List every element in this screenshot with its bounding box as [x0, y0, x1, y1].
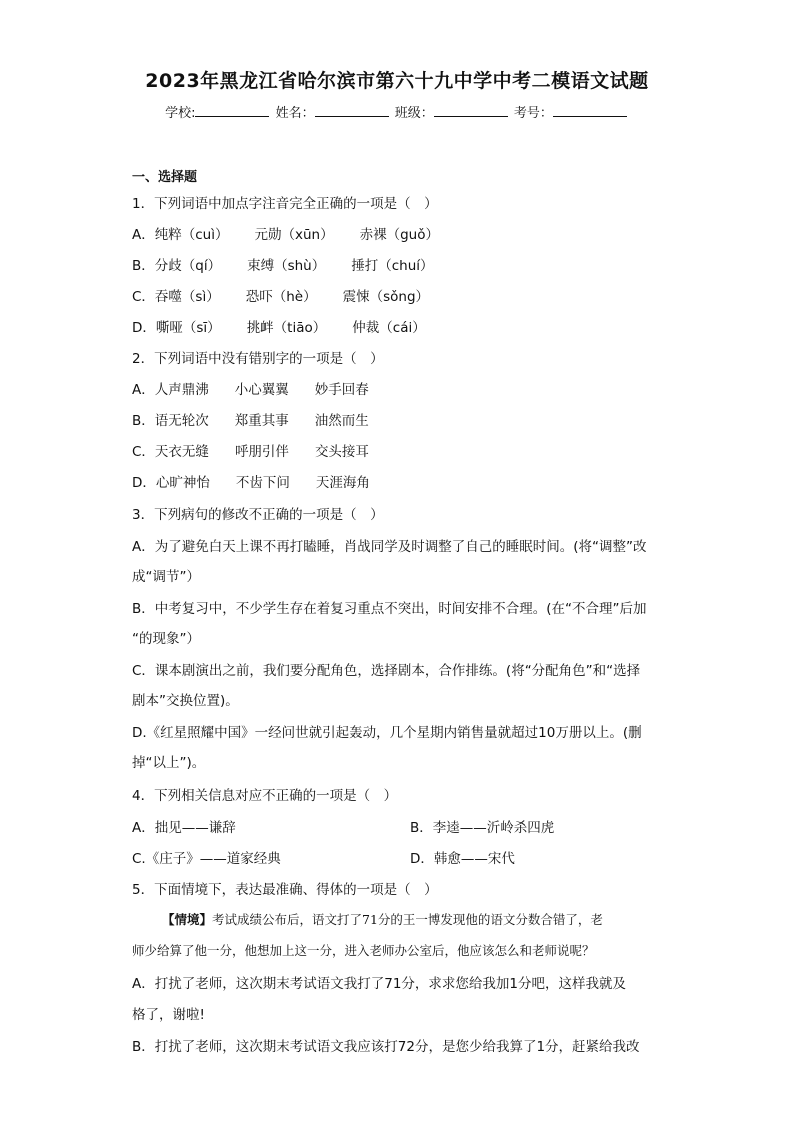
question-1-stem: 1．下列词语中加点字注音完全正确的一项是（ ）: [132, 196, 438, 212]
question-1-option-b: B．分歧（qí） 束缚（shù） 捶打（chuí）: [132, 258, 434, 274]
name-field[interactable]: [315, 104, 389, 117]
question-3-option-a-line-2: 成“调节”）: [132, 569, 200, 585]
name-label: 姓名：: [275, 106, 315, 121]
question-3-option-b-line-1: B．中考复习中，不少学生存在着复习重点不突出，时间安排不合理。(在“不合理”后加: [132, 601, 647, 617]
question-5-option-a-line-1: A．打扰了老师，这次期末考试语文我打了71分，求求您给我加1分吧，这样我就及: [132, 976, 627, 992]
question-3-option-c-line-1: C．课本剧演出之前，我们要分配角色，选择剧本，合作排练。(将“分配角色”和“选择: [132, 663, 641, 679]
student-info-line: [0, 102, 794, 121]
question-3-stem: 3．下列病句的修改不正确的一项是（ ）: [132, 507, 384, 523]
question-4-option-b: B．李逵——沂岭杀四虎: [410, 820, 555, 836]
question-2-option-d: D．心旷神怡 不齿下问 天涯海角: [132, 475, 370, 491]
section-heading: 一、选择题: [132, 170, 198, 185]
scenario-tag: 【情境】: [162, 912, 213, 927]
exam-number-label: 考号：: [513, 106, 553, 121]
question-5-option-b-line-1: B．打扰了老师，这次期末考试语文我应该打72分，是您少给我算了1分，赶紧给我改: [132, 1039, 640, 1055]
question-5-stem: 5．下面情境下，表达最准确、得体的一项是（ ）: [132, 882, 438, 898]
class-field[interactable]: [434, 104, 508, 117]
question-2-option-c: C．天衣无缝 呼朋引伴 交头接耳: [132, 444, 369, 460]
exam-number-field[interactable]: [553, 104, 627, 117]
question-3-option-d-line-2: 掉“以上”)。: [132, 755, 206, 771]
question-1-option-d: D．嘶哑（sī） 挑衅（tiāo） 仲裁（cái）: [132, 320, 426, 336]
question-2-option-b: B．语无轮次 郑重其事 油然而生: [132, 413, 369, 429]
question-5-scenario-line-1: 【情境】考试成绩公布后，语文打了71分的王一博发现他的语文分数合错了，老: [162, 912, 603, 927]
question-3-option-d-line-1: D.《红星照耀中国》一经问世就引起轰动，几个星期内销售量就超过10万册以上。(删: [132, 725, 642, 741]
question-3-option-c-line-2: 剧本”交换位置)。: [132, 693, 239, 709]
school-field[interactable]: [195, 104, 269, 117]
question-1-option-a: A．纯粹（cuì） 元勋（xūn） 赤裸（guǒ）: [132, 227, 439, 243]
question-1-option-c: C．吞噬（sì） 恐吓（hè） 震悚（sǒng）: [132, 289, 430, 305]
question-4-option-d: D．韩愈——宋代: [410, 851, 515, 867]
question-2-stem: 2．下列词语中没有错别字的一项是（ ）: [132, 351, 384, 367]
question-3-option-a-line-1: A．为了避免白天上课不再打瞌睡，肖战同学及时调整了自己的睡眠时间。(将“调整”改: [132, 539, 647, 555]
question-2-option-a: A．人声鼎沸 小心翼翼 妙手回春: [132, 382, 369, 398]
question-4-option-a: A．拙见——谦辞: [132, 820, 236, 836]
class-label: 班级：: [394, 106, 434, 121]
question-5-option-a-line-2: 格了，谢啦!: [132, 1007, 205, 1023]
page-title: 2023年黑龙江省哈尔滨市第六十九中学中考二模语文试题: [145, 70, 649, 92]
question-4-option-c: C.《庄子》——道家经典: [132, 851, 281, 867]
question-3-option-b-line-2: “的现象”）: [132, 631, 200, 647]
question-4-stem: 4．下列相关信息对应不正确的一项是（ ）: [132, 788, 398, 804]
question-5-scenario-line-2: 师少给算了他一分，他想加上这一分，进入老师办公室后，他应该怎么和老师说呢？: [132, 943, 595, 958]
school-label: 学校:: [165, 106, 196, 121]
